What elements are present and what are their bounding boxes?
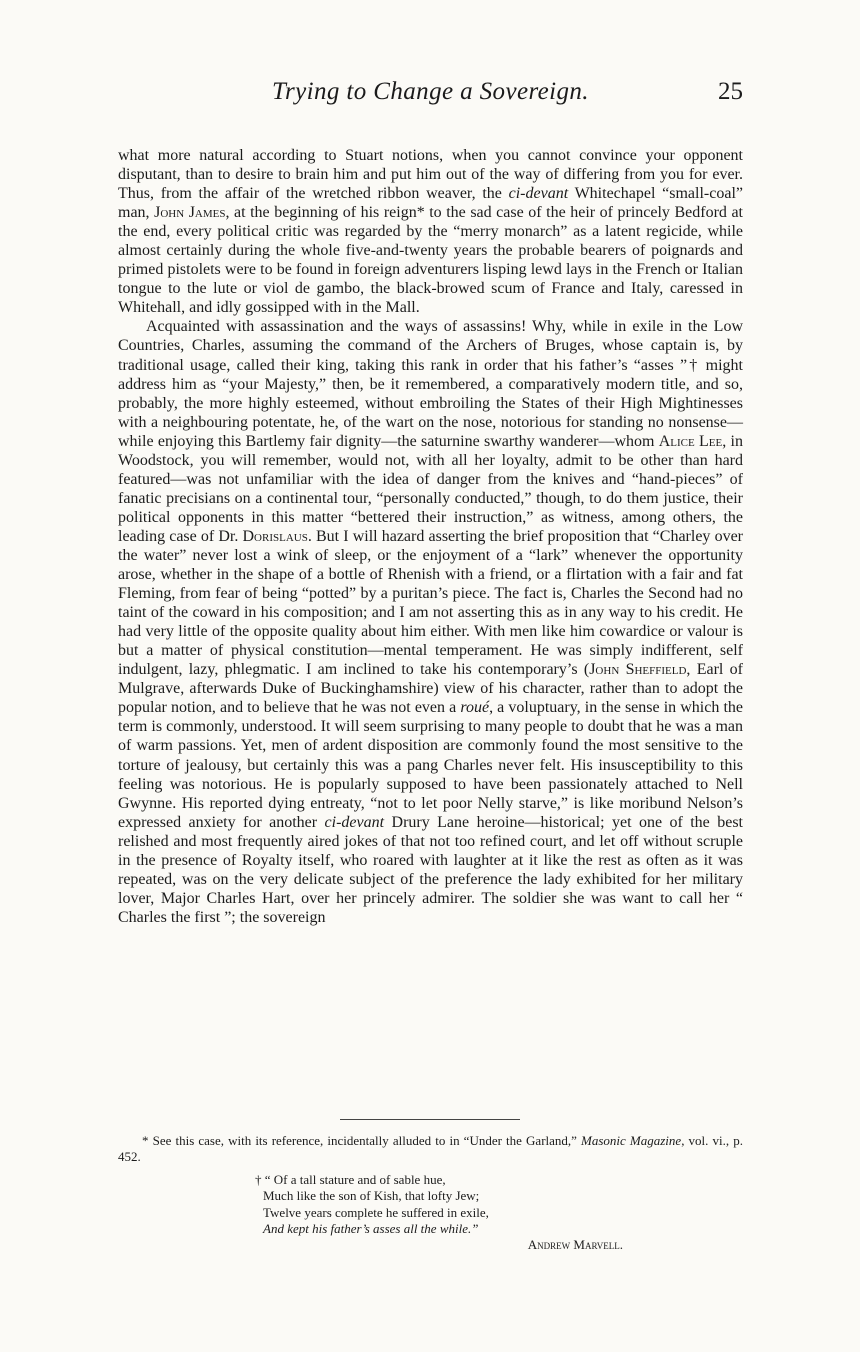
body-text: [118, 146, 743, 927]
name-john-sheffield: John Sheffield: [589, 661, 687, 679]
footnotes: [118, 1133, 743, 1254]
paragraph-1: what more natural according to Stuart notions, when you cannot convince your opponent disputant, than to desire to brain him and put him out of the way of differing from you for ever. Thus, from the affair of the wretched ribbon weaver, the ci-devant Whitechapel “small-coal” man, John James, at the beginning of his reign* to the sad case of the heir of princely Bedford at the end, every political critic was regarded by the “merry monarch” as a latent regicide, while almost certainly during the whole five-and-twenty years the probable bearers of poignards and primed pistolets were to be found in foreign adventurers lisping lewd lays in the French or Italian tongue to the lute or viol de gambo, the black-browed scum of France and Italy, caressed in Whitehall, and idly gossipped with in the Mall.: [118, 147, 743, 317]
verse-line-2: Much like the son of Kish, that lofty Jew;: [263, 1188, 480, 1204]
footnote-2-verse: [118, 1172, 743, 1254]
running-title: Trying to Change a Sovereign.: [272, 78, 589, 105]
footnote-rule: [340, 1119, 520, 1120]
paragraph-2: Acquainted with assassination and the ways of assassins! Why, while in exile in the Low Countries, Charles, assuming the command of the Archers of Bruges, whose captain is, by traditional usage, called their king, taking this rank in order that his father’s “asses ”† might address him as “your Majesty,” then, be it remembered, a comparatively modern title, and so, probably, the more highly esteemed, without embroiling the States of their High Mightinesses with a neighbouring potentate, he, of the wart on the nose, notorious for standing no nonsense—while enjoying this Bartlemy fair dignity—the saturnine swarthy wanderer—whom Alice Lee, in Woodstock, you will remember, would not, with all her loyalty, admit to be other than hard featured—was not unfamiliar with the idea of danger from the knives and “hand-pieces” of fanatic precisians on a continental tour, “personally conducted,” though, to do them justice, their political opponents in this matter “bettered their instruction,” as witness, among others, the leading case of Dr. Dorislaus. But I will hazard asserting the brief proposition that “Charley over the water” never lost a wink of sleep, or the enjoyment of a “lark” whenever the opportunity arose, whether in the shape of a bottle of Rhenish with a friend, or a flirtation with a fair and fat Fleming, from fear of being “potted” by a puritan’s piece. The fact is, Charles the Second had no taint of the coward in his composition; and I am not asserting this as in any way to his credit. He had very little of the opposite quality about him either. With men like him cowardice or valour is but a matter of physical constitution—mental temperament. He was simply indifferent, self indulgent, lazy, phlegmatic. I am inclined to take his contemporary’s (John Sheffield, Earl of Mulgrave, afterwards Duke of Buckinghamshire) view of his character, rather than to adopt the popular notion, and to believe that he was not even a roué, a voluptuary, in the sense in which the term is commonly, understood. It will seem surprising to many people to doubt that he was a man of warm passions. Yet, men of ardent disposition are commonly found the most sensitive to the torture of jealousy, but certainly this was a pang Charles never felt. His insusceptibility to this feeling was notorious. He is popularly supposed to have been passionately attached to Nell Gwynne. His reported dying entreaty, “not to let poor Nelly starve,” is like moribund Nelson’s expressed anxiety for another ci-devant Drury Lane heroine—historical; yet one of the best relished and most frequently aired jokes of that not too refined court, and let off without scruple in the presence of Royalty itself, who roared with laughter at it like the rest as often as it was repeated, was on the very delicate subject of the preference the lady exhibited for her military lover, Major Charles Hart, over her princely admirer. The soldier she was want to call her “ Charles the first ”; the sovereign: [118, 318, 744, 926]
name-dorislaus: Dorislaus: [242, 527, 308, 545]
footnote-1: * See this case, with its reference, incidentally alluded to in “Under the Garland,” Masonic Magazine, vol. vi., p. 452.: [118, 1133, 743, 1165]
verse-line-3: Twelve years complete he suffered in exile,: [263, 1204, 489, 1220]
verse-attribution: Andrew Marvell.: [527, 1237, 623, 1253]
page-header: [118, 78, 743, 118]
verse-line-4: And kept his father’s asses all the while.”: [263, 1221, 479, 1237]
verse-line-1: † “ Of a tall stature and of sable hue,: [255, 1171, 446, 1187]
page-number: 25: [718, 78, 743, 105]
name-alice-lee: Alice Lee: [658, 432, 723, 450]
name-john-james: John James: [154, 204, 226, 222]
